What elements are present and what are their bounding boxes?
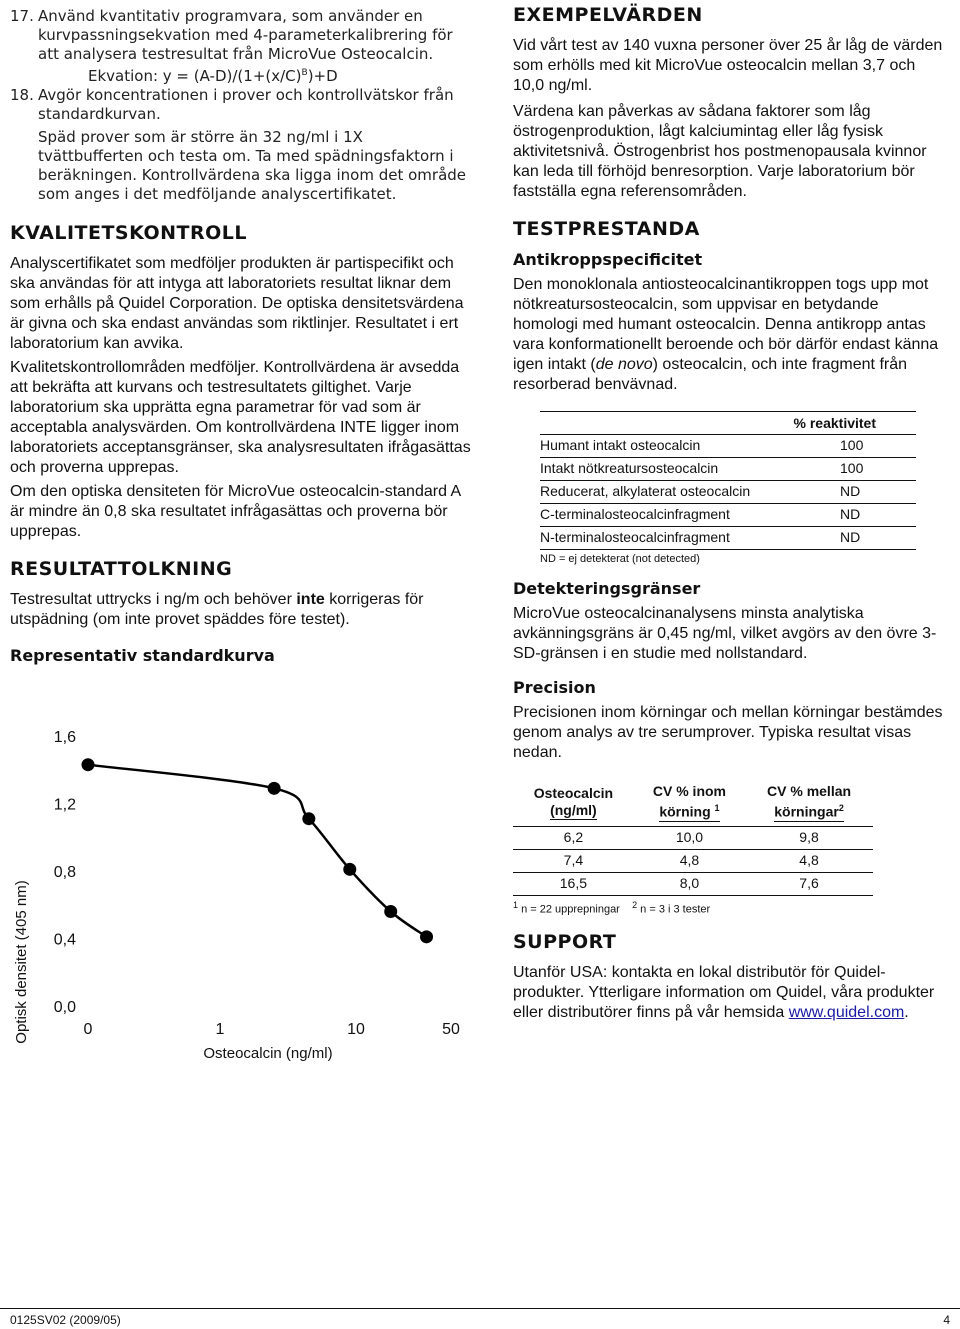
reactivity-label: N-terminalosteocalcinfragment	[540, 527, 840, 550]
x-tick-label: 1	[215, 1021, 225, 1038]
quidel-website-link[interactable]: www.quidel.com	[788, 1004, 905, 1022]
table-row	[540, 435, 916, 458]
y-ticks	[54, 729, 76, 1016]
left-column	[10, 0, 472, 1062]
x-ticks	[84, 1021, 461, 1038]
resultattolkning-heading: RESULTATTOLKNING	[10, 558, 233, 580]
x-tick-label: 0	[83, 1021, 93, 1038]
right-column	[513, 0, 943, 1023]
table-cell: 6,2	[513, 826, 634, 849]
table-header-row	[540, 412, 916, 435]
table-row	[540, 504, 916, 527]
step-18	[10, 86, 472, 204]
exempelvarden-section	[513, 36, 943, 202]
reactivity-label: Humant intakt osteocalcin	[540, 435, 840, 458]
reactivity-value: 100	[840, 458, 916, 481]
reactivity-label: Intakt nötkreatursosteocalcin	[540, 458, 840, 481]
x-tick-label: 10	[347, 1021, 365, 1038]
table-row	[540, 458, 916, 481]
step-text-2: Späd prover som är större än 32 ng/ml i 1X tvättbufferten och testa om. Ta med spädningsfaktorn i beräkningen. Kontrollvärdena ska ligga inom det område som anges i det medföljande analyscertifikatet.	[38, 128, 467, 203]
table-row	[540, 481, 916, 504]
step-text: Använd kvantitativ programvara, som använder en kurvpassningsekvation med 4-parameterkalibrering för att analysera testresultat från MicroVue Osteocalcin.	[38, 7, 453, 63]
step-number: 17.	[10, 7, 34, 25]
procedure-steps	[10, 7, 472, 204]
kvalitetskontroll-section	[10, 254, 472, 542]
document-code: 0125SV02 (2009/05)	[10, 1313, 121, 1327]
y-tick-label: 1,2	[53, 796, 76, 814]
data-point	[302, 812, 315, 825]
fit-curve	[88, 765, 427, 937]
precision-heading: Precision	[513, 678, 596, 697]
reactivity-label: Reducerat, alkylaterat osteocalcin	[540, 481, 840, 504]
y-tick-label: 1,6	[53, 729, 76, 746]
support-heading: SUPPORT	[513, 931, 617, 954]
table-row	[513, 849, 873, 872]
precision-notes: $^1$ n = 22 upprepningar $^2$ n = 3 i 3 tester	[513, 899, 711, 916]
step-number: 18.	[10, 86, 34, 104]
precision-table	[513, 781, 873, 896]
testprestanda-heading: TESTPRESTANDA	[513, 218, 700, 240]
reactivity-value: ND	[840, 504, 916, 527]
table-cell: 4,8	[745, 849, 873, 872]
data-point	[384, 905, 397, 918]
data-point	[343, 863, 356, 876]
page-footer	[0, 1308, 960, 1329]
reactivity-table	[540, 411, 916, 550]
column-header: % reaktivitet	[540, 412, 916, 435]
table-cell: 9,8	[745, 826, 873, 849]
reactivity-value: 100	[840, 435, 916, 458]
table-header-row	[513, 781, 873, 826]
paragraph: Vid vårt test av 140 vuxna personer över 25 år låg de värden som erhölls med kit MicroVue osteocalcin mellan 3,7 och 10,0 ng/ml.	[513, 37, 943, 94]
reactivity-value: ND	[840, 527, 916, 550]
support-text: Utanför USA: kontakta en lokal distributör för Quidel-produkter. Ytterligare information om Quidel, våra produkter eller distributörer finns på vår hemsida www.quidel.com.	[513, 964, 935, 1022]
page-number: 4	[943, 1313, 950, 1327]
chart-title: Representativ standardkurva	[10, 646, 275, 665]
table-cell: 7,6	[745, 872, 873, 895]
column-header: Osteocalcin (ng/ml)	[513, 781, 634, 826]
column-header: CV % inom körning $^1$	[634, 781, 745, 826]
table-row	[513, 826, 873, 849]
table-row	[540, 527, 916, 550]
antikroppspecificitet-heading: Antikroppspecificitet	[513, 250, 703, 269]
y-tick-label: 0,8	[53, 864, 76, 881]
x-tick-label: 50	[442, 1021, 460, 1038]
step-text: Avgör koncentrationen i prover och kontrollvätskor från standardkurvan.	[38, 86, 454, 123]
table-cell: 8,0	[634, 872, 745, 895]
y-axis-label: Optisk densitet (405 nm)	[13, 880, 30, 1044]
standard-curve-chart	[10, 712, 470, 1072]
resultattolkning-text: Testresultat uttrycks i ng/m och behöver inte korrigeras för utspädning (om inte provet späddes före testet).	[10, 591, 424, 628]
table-cell: 16,5	[513, 872, 634, 895]
data-point	[268, 782, 281, 795]
paragraph: Värdena kan påverkas av sådana faktorer som låg östrogenproduktion, lågt kalciumintag eller låg fysisk aktivitetsnivå. Östrogenbrist hos postmenopausala kvinnor kan leda till förhöjd benresorption. Varje laboratorium bör fastställa egna referensområden.	[513, 103, 927, 200]
step-17	[10, 7, 472, 86]
exempelvarden-heading: EXEMPELVÄRDEN	[513, 4, 703, 26]
table-row	[513, 872, 873, 895]
y-tick-label: 0,0	[53, 999, 76, 1016]
data-point	[420, 930, 433, 943]
precision-text: Precisionen inom körningar och mellan körningar bestämdes genom analys av tre serumprover. Typiska resultat visas nedan.	[513, 704, 943, 761]
column-header: CV % mellan körningar$^2$	[745, 781, 873, 826]
paragraph: Analyscertifikatet som medföljer produkten är partispecifikt och ska användas för att intyga att laboratoriets resultat liknar dem som erhålls på Quidel Corporation. De optiska densitetsvärdena är givna och ska endast användas som riktlinjer. Resultatet i ert laboratorium kan avvika.	[10, 255, 464, 352]
paragraph: Om den optiska densiteten för MicroVue osteocalcin-standard A är mindre än 0,8 ska resultatet infrågasättas och proverna bör upprepas.	[10, 483, 461, 540]
table-cell: 7,4	[513, 849, 634, 872]
reactivity-value: ND	[840, 481, 916, 504]
x-axis-label: Osteocalcin (ng/ml)	[203, 1045, 333, 1062]
data-point	[82, 758, 95, 771]
paragraph: Kvalitetskontrollområden medföljer. Kontrollvärdena är avsedda att bekräfta att kurvans och testresultatets giltighet. Varje laboratorium ska upprätta egna parametrar för vad som är acceptabla analysvärden. Om kontrollvärdena INTE ligger inom laboratoriets acceptansgränser, ska analysresultaten ifrågasättas och proverna upprepas.	[10, 359, 471, 476]
antikroppspecificitet-text: Den monoklonala antiosteocalcinantikroppen togs upp mot nötkreatursosteocalcin, som uppvisar en betydande homologi med humant osteocalcin. Denna antikropp antas vara konformationellt beroende och bör därför endast känna igen intakt (de novo) osteocalcin, och inte fragment från resorberad benvävnad.	[513, 276, 939, 393]
reactivity-label: C-terminalosteocalcinfragment	[540, 504, 840, 527]
table-note: ND = ej detekterat (not detected)	[540, 553, 700, 565]
table-cell: 10,0	[634, 826, 745, 849]
table-cell: 4,8	[634, 849, 745, 872]
detekteringsgranser-heading: Detekteringsgränser	[513, 579, 701, 598]
detekteringsgranser-text: MicroVue osteocalcinanalysens minsta analytiska avkänningsgräns är 0,45 ng/ml, vilket avgörs av den övre 3-SD-gränsen i en studie med nollstandard.	[513, 605, 937, 662]
y-tick-label: 0,4	[53, 931, 76, 949]
equation: Ekvation: $y = (A-D)/(1+(x/C)^B)+D$	[88, 67, 338, 85]
kvalitetskontroll-heading: KVALITETSKONTROLL	[10, 222, 247, 244]
